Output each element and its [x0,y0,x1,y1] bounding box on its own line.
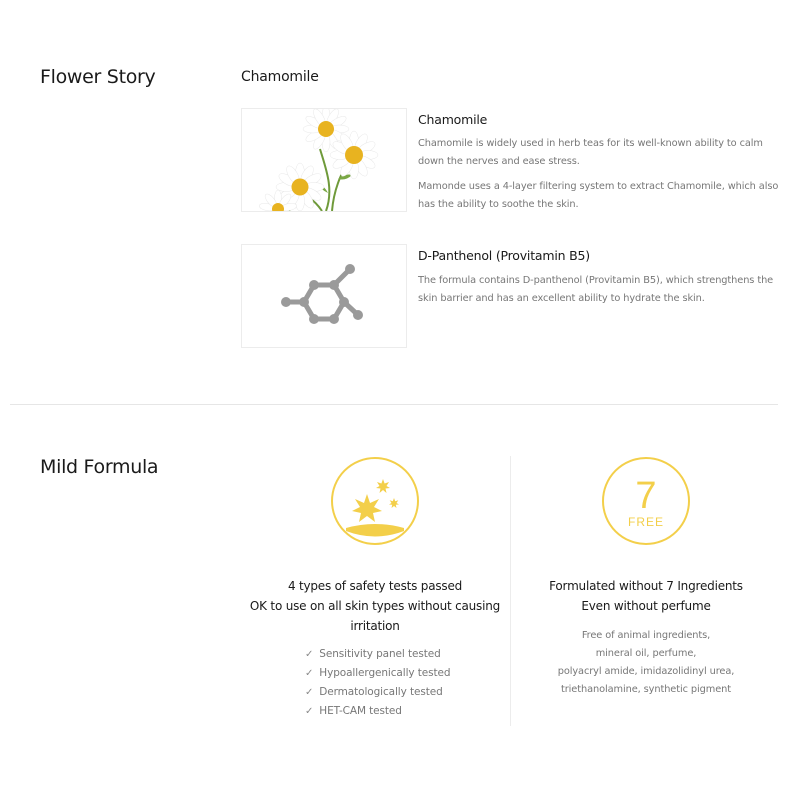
check-label: Hypoallergenically tested [319,667,451,679]
panthenol-description [418,248,780,308]
chamomile-description [418,112,780,214]
sun-sparkle-icon [330,456,420,546]
free-heading-line-1: Formulated without 7 Ingredients [549,579,743,593]
list-item [305,664,450,683]
checkmark-icon: ✓ [305,668,314,679]
safety-heading-line-2: OK to use on all skin types without causing [249,599,501,613]
check-label: HET-CAM tested [319,705,402,717]
safety-test-badge [330,456,420,546]
list-item: polyacryl amide, imidazolidinyl urea, [557,666,735,677]
chamomile-title: Chamomile [418,112,488,127]
safety-check-list [305,645,450,721]
check-label: Dermatologically tested [319,686,443,698]
panthenol-title: D-Panthenol (Provitamin B5) [418,248,590,263]
checkmark-icon: ✓ [305,706,314,717]
mild-formula-title: Mild Formula [40,456,159,478]
section-divider [10,404,778,405]
chamomile-flower-photo-icon [242,109,406,211]
check-label: Sensitivity panel tested [319,648,441,660]
checkmark-icon: ✓ [305,687,314,698]
safety-heading-line-1: 4 types of safety tests passed [287,579,463,593]
seven-free-badge [601,456,691,546]
list-item [305,645,450,664]
chamomile-paragraph-1: Chamomile is widely used in herb teas for its well-known ability to calm down the nerves and ease stress. [418,138,763,167]
chamomile-paragraph-2: Mamonde uses a 4-layer filtering system to extract Chamomile, which also has the ability to soothe the skin. [418,181,779,210]
list-item [305,683,450,702]
free-ingredient-list [511,627,781,699]
chamomile-image [241,108,407,212]
free-heading [511,576,781,616]
molecule-structure-icon [242,245,406,347]
list-item [305,702,450,721]
checkmark-icon: ✓ [305,649,314,660]
panthenol-paragraph-1: The formula contains D-panthenol (Provitamin B5), which strengthens the skin barrier and has an excellent ability to hydrate the skin. [418,275,774,304]
seven-free-icon [601,456,691,546]
list-item: mineral oil, perfume, [595,648,697,659]
badge-text: FREE [627,515,665,529]
list-item: Free of animal ingredients, [581,630,711,641]
panthenol-image [241,244,407,348]
flower-story-subtitle: Chamomile [241,69,319,85]
free-heading-line-2: Even without perfume [581,599,711,613]
safety-heading-line-3: irritation [350,619,400,633]
badge-number: 7 [635,475,657,517]
list-item: triethanolamine, synthetic pigment [561,684,731,695]
safety-heading [240,576,510,636]
flower-story-title: Flower Story [40,66,156,88]
